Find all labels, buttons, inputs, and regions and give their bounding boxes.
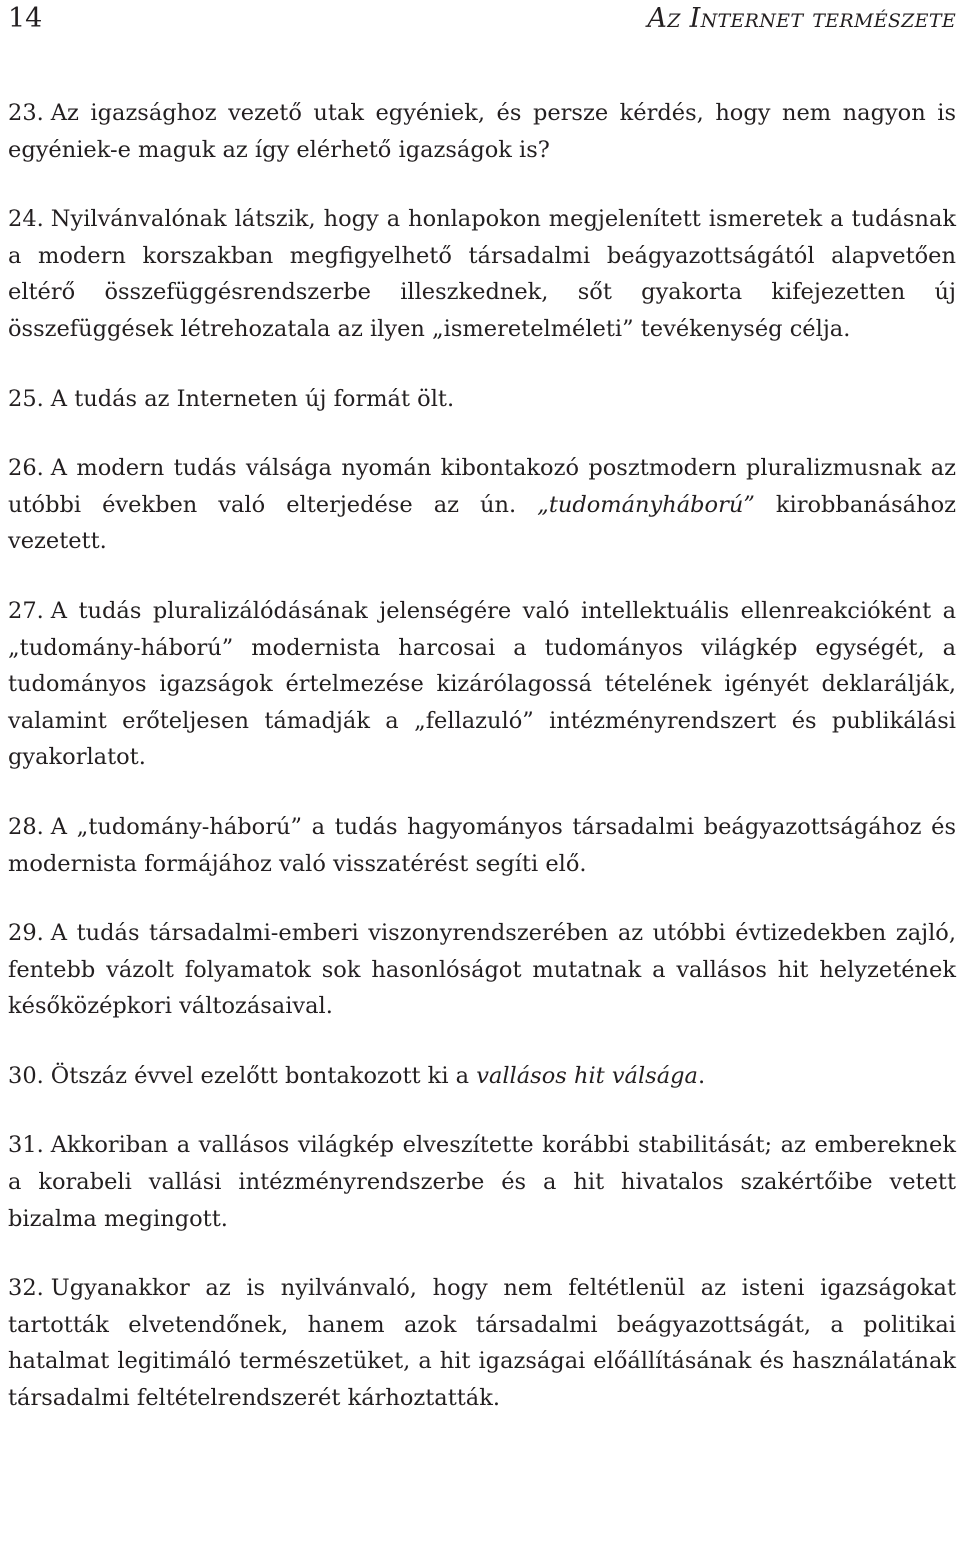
paragraph-text: A tudás pluralizálódásának jelenségére való intellektuális ellenreakcióként a „tudomány-háború” modernista harcosai a tudományos világkép egységét, a tudományos igazságok értelmezése kizárólagossá tételének igényét deklarálják, valamint erőteljesen támadják a „fellazuló” intézményrendszert és publikálási gyakorlatot. [8, 597, 956, 771]
paragraph-number: 32. [8, 1275, 44, 1302]
paragraph-text: Ugyanakkor az is nyilvánvaló, hogy nem feltétlenül az isteni igazságokat tartották elvetendőnek, hanem azok társadalmi beágyazottságát, a politikai hatalmat legitimáló természetüket, a hit igazságai előállításának és használatának társadalmi feltételrendszerét kárhoztatták. [8, 1275, 956, 1412]
paragraph-text: Nyilvánvalónak látszik, hogy a honlapokon megjelenített ismeretek a tudásnak a modern korszakban megfigyelhető társadalmi beágyazottságától alapvetően eltérő összefüggésrendszerbe illeszkednek, sőt gyakorta kifejezetten új összefüggések létrehozatala az ilyen „ismeretelméleti” tevékenység célja. [8, 206, 956, 342]
paragraph-text: A tudás az Interneten új formát ölt. [50, 385, 455, 412]
italic-term: vallásos hit válsága [476, 1062, 698, 1089]
paragraph-25 [8, 381, 956, 418]
paragraph-number: 29. [8, 920, 44, 947]
paragraph-text: Az igazsághoz vezető utak egyéniek, és persze kérdés, hogy nem nagyon is egyéniek-e maguk az így elérhető igazságok is? [8, 100, 956, 163]
paragraph-29 [8, 915, 956, 1025]
paragraph-number: 25. [8, 385, 44, 412]
italic-term: „tudományháború” [537, 491, 755, 518]
paragraph-text: A tudás társadalmi-emberi viszonyrendszerében az utóbbi évtizedekben zajló, fentebb vázolt folyamatok sok hasonlóságot mutatnak a vallásos hit helyzetének későközépkori változásaival. [8, 920, 956, 1020]
chapter-title: Az Internet természete [647, 3, 956, 34]
paragraph-number: 30. [8, 1062, 44, 1089]
paragraph-30 [8, 1058, 956, 1095]
paragraph-text: Ötszáz évvel ezelőtt bontakozott ki a [50, 1062, 477, 1089]
paragraph-number: 24. [8, 206, 44, 233]
paragraph-26 [8, 450, 956, 560]
page-number: 14 [8, 3, 43, 34]
paragraph-28 [8, 809, 956, 882]
paragraph-32 [8, 1270, 956, 1416]
paragraph-text-end: kirobbanásához vezetett. [8, 491, 956, 555]
paragraph-23 [8, 95, 956, 168]
paragraph-number: 31. [8, 1132, 44, 1159]
paragraph-text: A modern tudás válsága nyomán kibontakozó posztmodern pluralizmusnak az utóbbi években való elterjedése az ún. [8, 455, 956, 518]
paragraph-31 [8, 1127, 956, 1237]
paragraph-text: Akkoriban a vallásos világkép elveszítette korábbi stabilitását; az embereknek a korabeli vallási intézményrendszerbe és a hit hivatalos szakértőibe vetett bizalma megingott. [8, 1132, 956, 1232]
paragraph-text: A „tudomány-háború” a tudás hagyományos társadalmi beágyazottságához és modernista formájához való visszatérést segíti elő. [8, 813, 956, 877]
paragraph-24 [8, 201, 956, 347]
paragraph-27 [8, 593, 956, 776]
paragraph-number: 28. [8, 813, 44, 840]
paragraph-number: 26. [8, 455, 44, 482]
body-text [8, 95, 956, 1417]
paragraph-number: 23. [8, 100, 44, 126]
paragraph-number: 27. [8, 597, 44, 624]
paragraph-text-end: . [697, 1062, 706, 1089]
running-header [8, 0, 956, 40]
